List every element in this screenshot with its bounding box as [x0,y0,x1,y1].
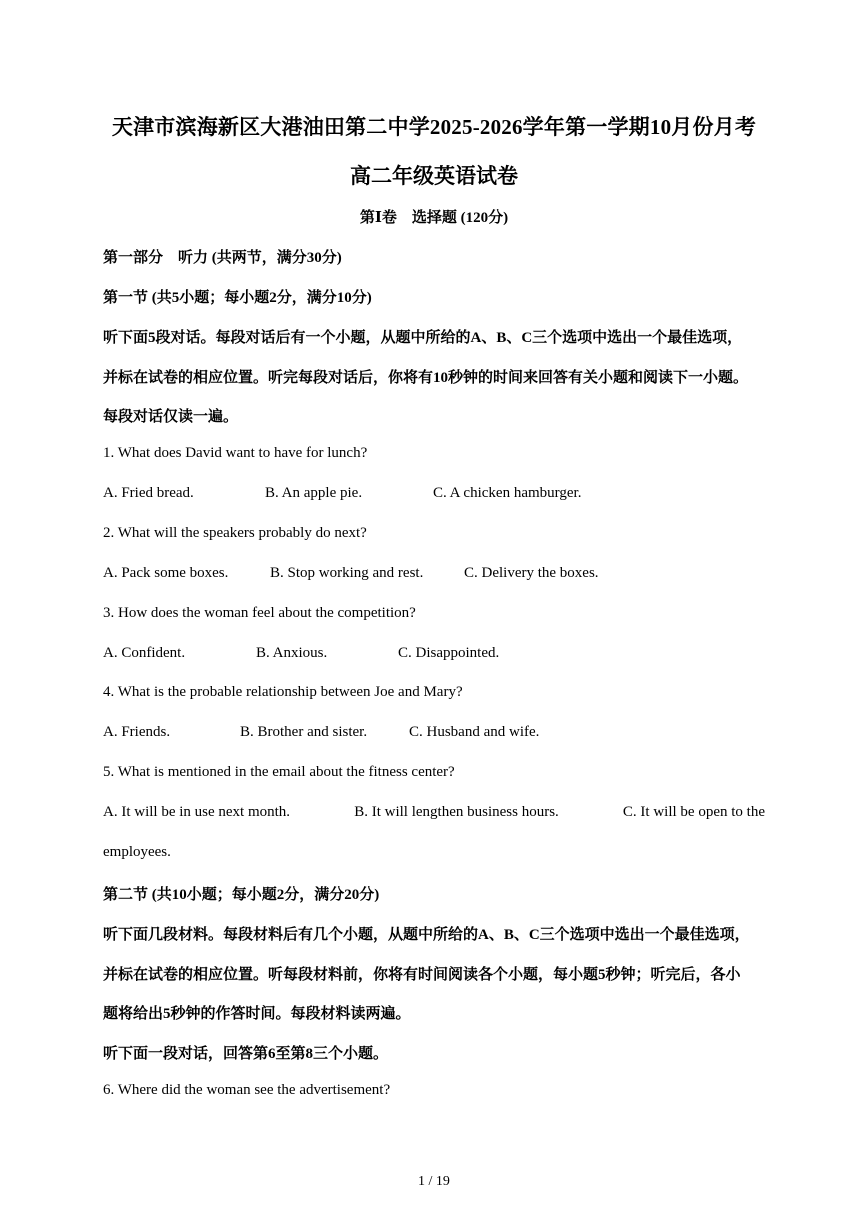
section2-instruction-line: 听下面几段材料。每段材料后有几个小题，从题中所给的A、B、C三个选项中选出一个最佳选项， [103,927,750,943]
question-4: 4. What is the probable relationship between Joe and Mary? [103,684,463,700]
option-c: C. Disappointed. [398,645,500,661]
option-c: C. Husband and wife. [409,724,540,740]
question-4-options [103,724,767,741]
question-1-options [103,485,767,502]
option-b: B. Stop working and rest. [270,565,424,581]
section2-instruction-line: 题将给出5秒钟的作答时间。每段材料读两遍。 [103,1006,411,1022]
question-5-options [103,804,765,821]
section1-heading: 第一节 (共5小题；每小题2分，满分10分) [103,290,372,306]
section2-instruction-line: 并标在试卷的相应位置。听每段材料前，你将有时间阅读各个小题，每小题5秒钟；听完后，各小 [103,967,741,983]
question-1: 1. What does David want to have for lunch? [103,445,368,461]
exam-title: 天津市滨海新区大港油田第二中学2025-2026学年第一学期10月份月考 [111,115,757,139]
dialogue-intro: 听下面一段对话，回答第6至第8三个小题。 [103,1046,389,1062]
option-b: B. An apple pie. [265,485,363,501]
option-c: C. It will be open to the [622,804,765,820]
option-b: B. Anxious. [256,645,328,661]
option-b: B. It will lengthen business hours. [354,804,559,820]
option-c: C. Delivery the boxes. [464,565,599,581]
section1-instruction-line: 并标在试卷的相应位置。听完每段对话后，你将有10秒钟的时间来回答有关小题和阅读下一小题。 [103,370,749,386]
section2-heading: 第二节 (共10小题；每小题2分，满分20分) [103,887,380,903]
option-a: A. Friends. [103,724,171,740]
question-3: 3. How does the woman feel about the competition? [103,605,416,621]
question-2: 2. What will the speakers probably do next? [103,525,367,541]
option-a: A. It will be in use next month. [103,804,291,820]
page-number: 1 / 19 [418,1174,450,1189]
section1-instruction-line: 每段对话仅读一遍。 [103,409,239,425]
volume-heading: 第Ⅰ卷 选择题 (120分) [359,210,509,226]
option-a: A. Pack some boxes. [103,565,229,581]
question-2-options [103,565,767,582]
option-a: A. Fried bread. [103,485,194,501]
section1-instruction-line: 听下面5段对话。每段对话后有一个小题，从题中所给的A、B、C三个选项中选出一个最佳选项， [103,330,743,346]
part1-heading: 第一部分 听力 (共两节，满分30分) [103,250,342,266]
option-b: B. Brother and sister. [240,724,368,740]
exam-subtitle: 高二年级英语试卷 [350,164,518,188]
question-3-options [103,645,767,662]
option-c: C. A chicken hamburger. [433,485,582,501]
question-5: 5. What is mentioned in the email about the fitness center? [103,764,455,780]
question-6: 6. Where did the woman see the advertisement? [103,1082,391,1098]
question-5-option-c-continued: employees. [103,844,171,860]
option-a: A. Confident. [103,645,186,661]
